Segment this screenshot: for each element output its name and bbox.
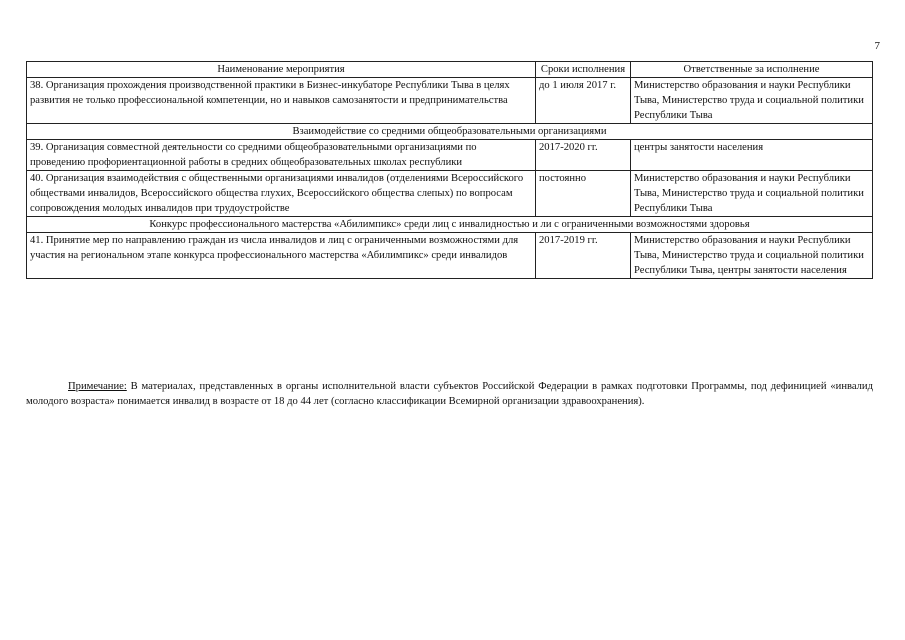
- responsible-cell: центры занятости населения: [631, 140, 873, 171]
- table-row: [27, 233, 873, 279]
- footnote-text: В материалах, представленных в органы исполнительной власти субъектов Российской Федерации в рамках подготовки Программы, под дефиницией «инвалид молодого возраста» понимается инвалид в возрасте от 18 до 44 лет (согласно классификации Всемирной организации здравоохранения).: [26, 381, 873, 407]
- footnote-label: Примечание:: [68, 381, 127, 392]
- event-cell: 38. Организация прохождения производственной практики в Бизнес-инкубаторе Республики Тыва в целях развития не только профессиональной компетенции, но и навыков самозанятости и предпринимательства: [27, 78, 536, 124]
- deadline-cell: постоянно: [536, 171, 631, 217]
- section-title: Конкурс профессионального мастерства «Абилимпикс» среди лиц с инвалидностью и ли с ограниченными возможностями здоровья: [27, 217, 873, 233]
- events-table: [26, 61, 873, 279]
- section-row: [27, 124, 873, 140]
- header-event: Наименование мероприятия: [27, 62, 536, 78]
- section-title: Взаимодействие со средними общеобразовательными организациями: [27, 124, 873, 140]
- table-row: [27, 140, 873, 171]
- page-number: 7: [874, 40, 880, 52]
- header-responsible: Ответственные за исполнение: [631, 62, 873, 78]
- responsible-cell: Министерство образования и науки Республики Тыва, Министерство труда и социальной политики Республики Тыва: [631, 78, 873, 124]
- table-header-row: [27, 62, 873, 78]
- event-cell: 40. Организация взаимодействия с общественными организациями инвалидов (отделениями Всероссийского обществами инвалидов, Всероссийского общества глухих, Всероссийского общества слепых) по вопросам сопровождения молодых инвалидов при трудоустройстве: [27, 171, 536, 217]
- section-row: [27, 217, 873, 233]
- header-deadline: Сроки исполнения: [536, 62, 631, 78]
- footnote: [26, 379, 873, 409]
- deadline-cell: 2017-2019 гг.: [536, 233, 631, 279]
- deadline-cell: до 1 июля 2017 г.: [536, 78, 631, 124]
- responsible-cell: Министерство образования и науки Республики Тыва, Министерство труда и социальной политики Республики Тыва, центры занятости населения: [631, 233, 873, 279]
- deadline-cell: 2017-2020 гг.: [536, 140, 631, 171]
- event-cell: 41. Принятие мер по направлению граждан из числа инвалидов и лиц с ограниченными возможностями для участия на региональном этапе конкурса профессионального мастерства «Абилимпикс» среди инвалидов: [27, 233, 536, 279]
- table-row: [27, 171, 873, 217]
- responsible-cell: Министерство образования и науки Республики Тыва, Министерство труда и социальной политики Республики Тыва: [631, 171, 873, 217]
- table-row: [27, 78, 873, 124]
- event-cell: 39. Организация совместной деятельности со средними общеобразовательными организациями по проведению профориентационной работы в средних общеобразовательных школах республики: [27, 140, 536, 171]
